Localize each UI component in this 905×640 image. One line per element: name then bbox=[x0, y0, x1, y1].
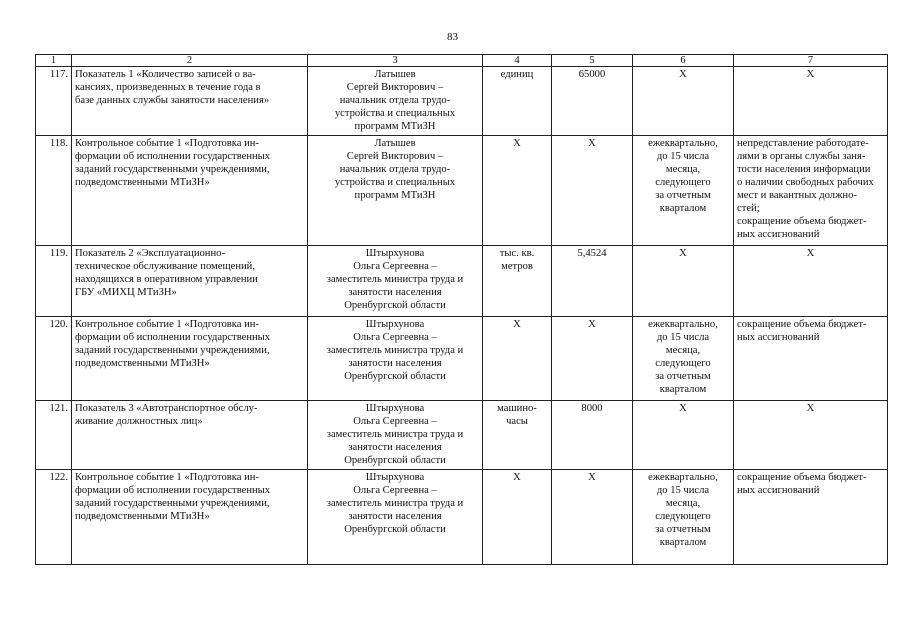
responsible-person-line: программ МТиЗН bbox=[354, 121, 436, 132]
unit-of-measure bbox=[483, 401, 552, 470]
risk-factors bbox=[734, 317, 888, 401]
header-col-7: 7 bbox=[734, 55, 888, 67]
unit-of-measure bbox=[483, 136, 552, 246]
indicator-description-line: ГБУ «МИХЦ МТиЗН» bbox=[75, 287, 177, 298]
reporting-period-line: ежеквартально, bbox=[648, 319, 718, 330]
responsible-person bbox=[308, 470, 483, 565]
risk-factors bbox=[734, 470, 888, 565]
risk-factors-line: ных ассигнований bbox=[737, 332, 820, 343]
risk-factors bbox=[734, 136, 888, 246]
indicator-description bbox=[72, 136, 308, 246]
indicator-description-line: находящихся в оперативном управлении bbox=[75, 274, 258, 285]
responsible-person-line: Штырхунова bbox=[365, 472, 425, 483]
reporting-period-line: месяца, bbox=[665, 498, 701, 509]
responsible-person bbox=[308, 67, 483, 136]
reporting-period-line: ежеквартально, bbox=[648, 138, 718, 149]
header-col-5: 5 bbox=[552, 55, 633, 67]
responsible-person-line: устройства и специальных bbox=[334, 108, 456, 119]
responsible-person-line: Оренбургской области bbox=[344, 455, 446, 466]
unit-of-measure-line: тыс. кв. bbox=[499, 248, 535, 259]
indicator-description-line: кансиях, произведенных в течение года в bbox=[75, 82, 261, 93]
target-value: Х bbox=[552, 317, 633, 401]
unit-of-measure-line: машино- bbox=[497, 403, 537, 414]
responsible-person-line: Оренбургской области bbox=[344, 300, 446, 311]
responsible-person-line: заместитель министра труда и bbox=[326, 498, 464, 509]
responsible-person-line: Штырхунова bbox=[365, 319, 425, 330]
indicator-description-line: формации об исполнении государственных bbox=[75, 151, 271, 162]
row-number: 117. bbox=[36, 67, 72, 136]
indicator-description-line: Показатель 1 «Количество записей о ва- bbox=[75, 69, 256, 80]
unit-of-measure bbox=[483, 246, 552, 317]
reporting-period-line: за отчетным bbox=[655, 524, 711, 535]
indicator-description-line: заданий государственными учреждениями, bbox=[75, 345, 270, 356]
unit-of-measure-line: Х bbox=[513, 472, 521, 483]
responsible-person-line: Ольга Сергеевна – bbox=[353, 416, 437, 427]
unit-of-measure-line: Х bbox=[513, 319, 521, 330]
risk-factors bbox=[734, 401, 888, 470]
responsible-person bbox=[308, 317, 483, 401]
indicator-description-line: живание должностных лиц» bbox=[75, 416, 203, 427]
reporting-period-line: следующего bbox=[655, 358, 711, 369]
risk-factors-line: лями в органы службы заня- bbox=[737, 151, 866, 162]
indicator-description-line: техническое обслуживание помещений, bbox=[75, 261, 255, 272]
risk-factors-line: о наличии свободных рабочих bbox=[737, 177, 874, 188]
reporting-period-line: следующего bbox=[655, 511, 711, 522]
indicator-description bbox=[72, 401, 308, 470]
risk-factors bbox=[734, 246, 888, 317]
indicator-description-line: подведомственными МТиЗН» bbox=[75, 177, 210, 188]
responsible-person-line: Штырхунова bbox=[365, 403, 425, 414]
indicator-description bbox=[72, 470, 308, 565]
responsible-person-line: Оренбургской области bbox=[344, 524, 446, 535]
indicator-description-line: заданий государственными учреждениями, bbox=[75, 164, 270, 175]
reporting-period-line: кварталом bbox=[659, 384, 707, 395]
header-col-2: 2 bbox=[72, 55, 308, 67]
unit-of-measure bbox=[483, 317, 552, 401]
table-row bbox=[36, 246, 888, 317]
responsible-person bbox=[308, 136, 483, 246]
unit-of-measure bbox=[483, 470, 552, 565]
responsible-person bbox=[308, 401, 483, 470]
risk-factors-line: стей; bbox=[737, 203, 760, 214]
risk-factors-line: Х bbox=[806, 403, 815, 414]
reporting-period-line: месяца, bbox=[665, 164, 701, 175]
responsible-person-line: начальник отдела трудо- bbox=[339, 95, 451, 106]
table-row bbox=[36, 470, 888, 565]
unit-of-measure-line: Х bbox=[513, 138, 521, 149]
risk-factors-line: тости населения информации bbox=[737, 164, 871, 175]
reporting-period bbox=[633, 246, 734, 317]
reporting-period-line: за отчетным bbox=[655, 371, 711, 382]
reporting-period-line: до 15 числа bbox=[656, 485, 710, 496]
indicator-description-line: формации об исполнении государственных bbox=[75, 332, 271, 343]
risk-factors-line: непредставление работодате- bbox=[737, 138, 869, 149]
reporting-period-line: следующего bbox=[655, 177, 711, 188]
table-row bbox=[36, 136, 888, 246]
row-number: 121. bbox=[36, 401, 72, 470]
unit-of-measure-line: часы bbox=[506, 416, 528, 427]
responsible-person bbox=[308, 246, 483, 317]
reporting-period bbox=[633, 317, 734, 401]
indicator-description-line: Показатель 3 «Автотранспортное обслу- bbox=[75, 403, 258, 414]
header-row bbox=[36, 55, 888, 67]
indicator-description-line: Контрольное событие 1 «Подготовка ин- bbox=[75, 472, 259, 483]
target-value: 5,4524 bbox=[552, 246, 633, 317]
responsible-person-line: Сергей Викторович – bbox=[346, 82, 444, 93]
responsible-person-line: Латышев bbox=[374, 138, 416, 149]
responsible-person-line: Ольга Сергеевна – bbox=[353, 332, 437, 343]
target-value: Х bbox=[552, 470, 633, 565]
page-number: 83 bbox=[447, 31, 458, 43]
reporting-period-line: Х bbox=[679, 69, 687, 80]
reporting-period-line: Х bbox=[679, 248, 687, 259]
header-col-1: 1 bbox=[36, 55, 72, 67]
risk-factors-line: Х bbox=[806, 69, 815, 80]
responsible-person-line: занятости населения bbox=[348, 511, 442, 522]
risk-factors-line: сокращение объема бюджет- bbox=[737, 319, 867, 330]
target-value: 65000 bbox=[552, 67, 633, 136]
risk-factors-line: мест и вакантных должно- bbox=[737, 190, 857, 201]
indicator-description-line: Показатель 2 «Эксплуатационно- bbox=[75, 248, 225, 259]
table-row bbox=[36, 401, 888, 470]
indicator-description-line: заданий государственными учреждениями, bbox=[75, 498, 270, 509]
risk-factors-line: ных ассигнований bbox=[737, 485, 820, 496]
row-number: 119. bbox=[36, 246, 72, 317]
responsible-person-line: Штырхунова bbox=[365, 248, 425, 259]
plan-table bbox=[35, 54, 888, 565]
reporting-period-line: до 15 числа bbox=[656, 332, 710, 343]
risk-factors-line: сокращение объема бюджет- bbox=[737, 472, 867, 483]
indicator-description-line: подведомственными МТиЗН» bbox=[75, 511, 210, 522]
responsible-person-line: Оренбургской области bbox=[344, 371, 446, 382]
responsible-person-line: занятости населения bbox=[348, 287, 442, 298]
responsible-person-line: Ольга Сергеевна – bbox=[353, 261, 437, 272]
row-number: 118. bbox=[36, 136, 72, 246]
indicator-description bbox=[72, 317, 308, 401]
reporting-period bbox=[633, 67, 734, 136]
responsible-person-line: Сергей Викторович – bbox=[346, 151, 444, 162]
table-row bbox=[36, 67, 888, 136]
responsible-person-line: Латышев bbox=[374, 69, 416, 80]
risk-factors bbox=[734, 67, 888, 136]
row-number: 120. bbox=[36, 317, 72, 401]
reporting-period-line: кварталом bbox=[659, 537, 707, 548]
indicator-description-line: Контрольное событие 1 «Подготовка ин- bbox=[75, 138, 259, 149]
header-col-6: 6 bbox=[633, 55, 734, 67]
reporting-period bbox=[633, 401, 734, 470]
indicator-description-line: формации об исполнении государственных bbox=[75, 485, 271, 496]
reporting-period-line: ежеквартально, bbox=[648, 472, 718, 483]
indicator-description-line: базе данных службы занятости населения» bbox=[75, 95, 270, 106]
risk-factors-line: ных ассигнований bbox=[737, 229, 820, 240]
row-number: 122. bbox=[36, 470, 72, 565]
header-col-4: 4 bbox=[483, 55, 552, 67]
reporting-period bbox=[633, 136, 734, 246]
responsible-person-line: начальник отдела трудо- bbox=[339, 164, 451, 175]
header-col-3: 3 bbox=[308, 55, 483, 67]
indicator-description bbox=[72, 67, 308, 136]
responsible-person-line: заместитель министра труда и bbox=[326, 429, 464, 440]
table-row bbox=[36, 317, 888, 401]
reporting-period-line: за отчетным bbox=[655, 190, 711, 201]
target-value: Х bbox=[552, 136, 633, 246]
reporting-period-line: кварталом bbox=[659, 203, 707, 214]
reporting-period-line: Х bbox=[679, 403, 687, 414]
responsible-person-line: занятости населения bbox=[348, 358, 442, 369]
indicator-description-line: подведомственными МТиЗН» bbox=[75, 358, 210, 369]
unit-of-measure-line: единиц bbox=[500, 69, 534, 80]
responsible-person-line: заместитель министра труда и bbox=[326, 345, 464, 356]
responsible-person-line: Ольга Сергеевна – bbox=[353, 485, 437, 496]
target-value: 8000 bbox=[552, 401, 633, 470]
risk-factors-line: Х bbox=[806, 248, 815, 259]
reporting-period-line: месяца, bbox=[665, 345, 701, 356]
responsible-person-line: занятости населения bbox=[348, 442, 442, 453]
responsible-person-line: заместитель министра труда и bbox=[326, 274, 464, 285]
reporting-period bbox=[633, 470, 734, 565]
unit-of-measure-line: метров bbox=[501, 261, 533, 272]
responsible-person-line: программ МТиЗН bbox=[354, 190, 436, 201]
indicator-description bbox=[72, 246, 308, 317]
reporting-period-line: до 15 числа bbox=[656, 151, 710, 162]
risk-factors-line: сокращение объема бюджет- bbox=[737, 216, 867, 227]
unit-of-measure bbox=[483, 67, 552, 136]
responsible-person-line: устройства и специальных bbox=[334, 177, 456, 188]
indicator-description-line: Контрольное событие 1 «Подготовка ин- bbox=[75, 319, 259, 330]
